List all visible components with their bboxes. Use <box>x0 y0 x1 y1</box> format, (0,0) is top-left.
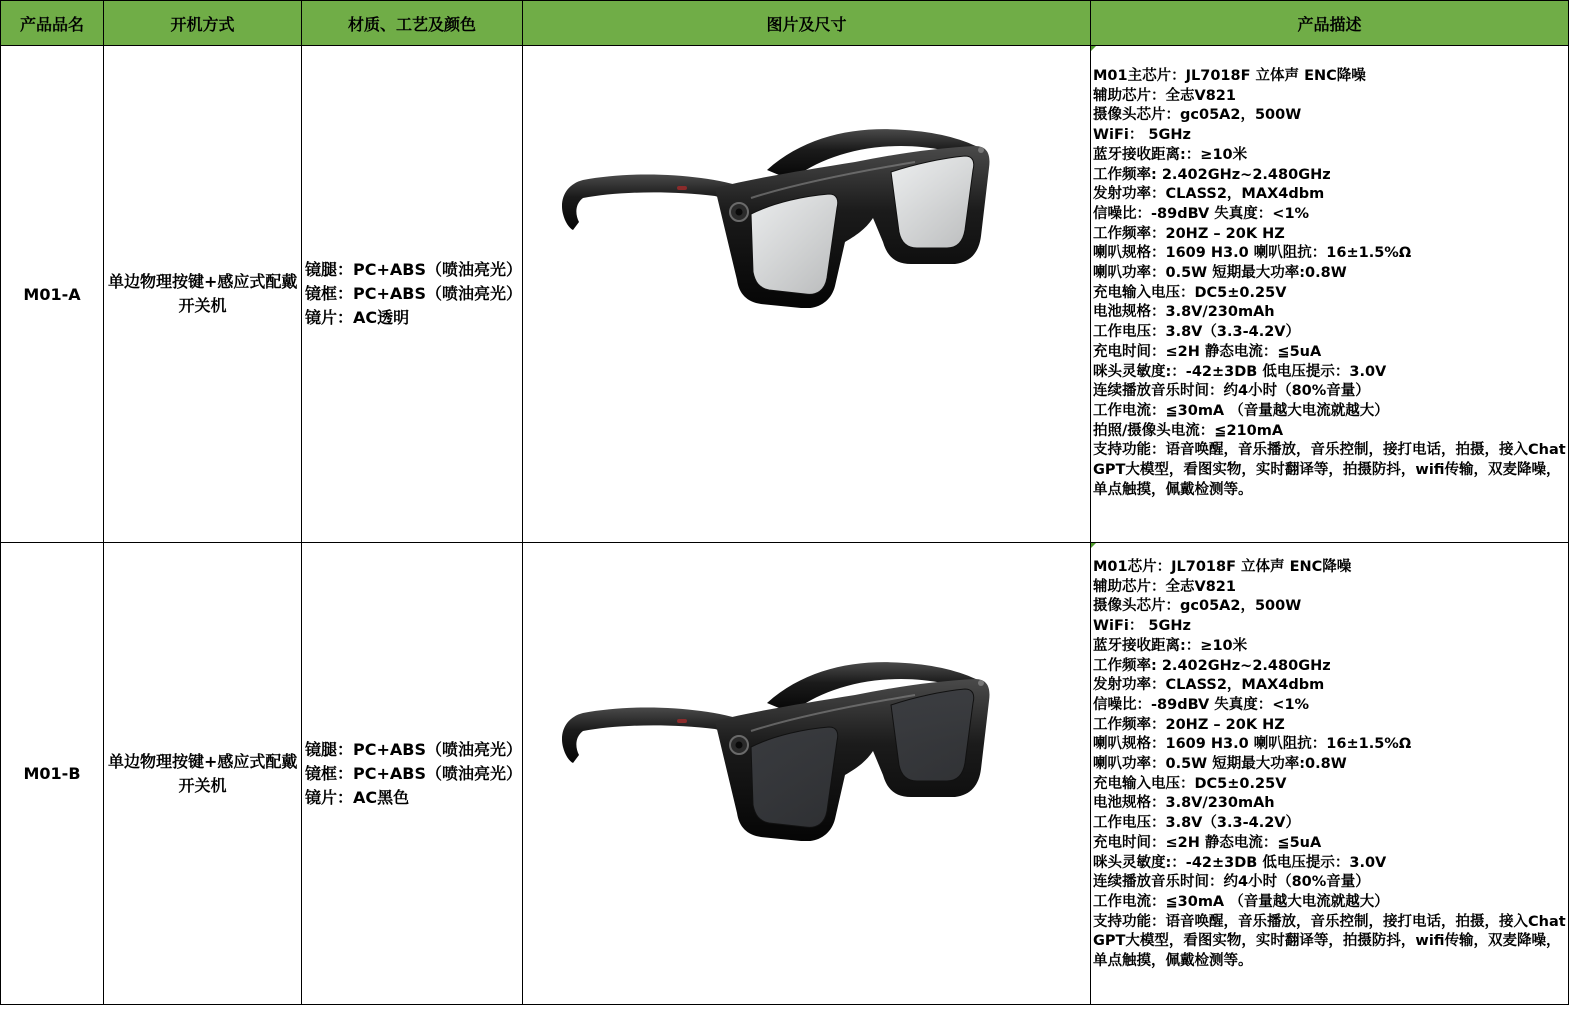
description-line: 咪头灵敏度:：-42±3DB 低电压提示：3.0V <box>1093 854 1387 871</box>
material-temple: 镜腿：PC+ABS（喷油亮光） <box>305 260 522 279</box>
description-list <box>1093 558 1568 972</box>
description-line: 信噪比：-89dBV 失真度：<1% <box>1093 696 1310 713</box>
product-name: M01-A <box>23 284 81 304</box>
power-method-line: 开关机 <box>178 775 227 795</box>
hinge-dot <box>978 147 984 153</box>
description-line: 电池规格：3.8V/230mAh <box>1093 795 1275 812</box>
description-line: 工作电压：3.8V（3.3-4.2V） <box>1093 324 1301 341</box>
description-line: 充电输入电压：DC5±0.25V <box>1093 284 1287 301</box>
glasses-drawing <box>555 118 995 308</box>
cell-comment-marker <box>1091 543 1096 548</box>
image-cell <box>523 46 1091 543</box>
description-cell <box>1091 543 1569 1005</box>
indicator-light <box>677 719 687 723</box>
description-line: 工作频率：20HZ – 20K HZ <box>1093 225 1285 242</box>
description-line: 电池规格：3.8V/230mAh <box>1093 304 1275 321</box>
lens-far <box>891 156 974 248</box>
table-row <box>1 46 1569 543</box>
description-line: 蓝牙接收距离:：≥10米 <box>1093 146 1248 163</box>
description-line: 喇叭功率：0.5W 短期最大功率:0.8W <box>1093 265 1347 282</box>
material-frame: 镜框：PC+ABS（喷油亮光） <box>305 763 522 783</box>
glasses-drawing <box>555 651 995 841</box>
description-line: 蓝牙接收距离:：≥10米 <box>1093 637 1248 654</box>
description-cell <box>1091 46 1569 543</box>
description-line: 工作电压：3.8V（3.3-4.2V） <box>1093 815 1301 832</box>
description-line: 工作频率: 2.402GHz~2.480GHz <box>1093 657 1331 674</box>
description-line: 工作电流：≦30mA （音量越大电流就越大） <box>1093 402 1389 419</box>
power-method-cell <box>104 543 302 1005</box>
description-line: M01芯片：JL7018F 立体声 ENC降噪 <box>1093 559 1352 575</box>
power-method-cell <box>104 46 302 543</box>
power-method-line: 单边物理按键+感应式配戴 <box>108 272 298 291</box>
description-line: 充电时间：≤2H 静态电流：≦5uA <box>1093 343 1322 360</box>
description-line: 咪头灵敏度:：-42±3DB 低电压提示：3.0V <box>1093 363 1387 380</box>
header-product-description: 产品描述 <box>1091 1 1569 46</box>
header-power-method: 开机方式 <box>104 1 302 46</box>
material-cell <box>302 543 523 1005</box>
description-line: 工作频率: 2.402GHz~2.480GHz <box>1093 166 1331 183</box>
description-line: 连续播放音乐时间：约4小时（80%音量） <box>1093 383 1370 400</box>
description-line: 喇叭功率：0.5W 短期最大功率:0.8W <box>1093 756 1347 773</box>
description-line: 喇叭规格：1609 H3.0 喇叭阻抗：16±1.5%Ω <box>1093 245 1412 262</box>
cell-comment-marker <box>1091 46 1096 51</box>
description-line: 工作频率：20HZ – 20K HZ <box>1093 716 1285 733</box>
smart-glasses-clear-lens-image <box>555 118 995 312</box>
description-line: 连续播放音乐时间：约4小时（80%音量） <box>1093 874 1370 891</box>
lens-far <box>891 689 974 781</box>
description-line: WiFi： 5GHz <box>1093 618 1191 635</box>
description-line: WiFi： 5GHz <box>1093 127 1191 144</box>
material-lens: 镜片：AC透明 <box>305 308 410 327</box>
description-line: 支持功能：语音唤醒，音乐播放，音乐控制，接打电话，拍摄，接入Chat GPT大模型，看图实物，实时翻译等，拍摄防抖，wifi传输，双麦降噪，单点触摸，佩戴检测等。 <box>1093 913 1566 970</box>
description-line: 发射功率：CLASS2，MAX4dbm <box>1093 677 1325 694</box>
image-cell <box>523 543 1091 1005</box>
header-image-size: 图片及尺寸 <box>523 1 1091 46</box>
description-line: 支持功能：语音唤醒，音乐播放，音乐控制，接打电话，拍摄，接入Chat GPT大模型，看图实物，实时翻译等，拍摄防抖，wifi传输，双麦降噪，单点触摸，佩戴检测等。 <box>1093 442 1566 498</box>
material-lens: 镜片：AC黑色 <box>305 787 410 807</box>
material-cell <box>302 46 523 543</box>
material-temple: 镜腿：PC+ABS（喷油亮光） <box>305 739 522 759</box>
description-line: 充电输入电压：DC5±0.25V <box>1093 775 1287 792</box>
lens-near <box>751 194 838 294</box>
description-list <box>1093 67 1568 500</box>
description-line: 信噪比：-89dBV 失真度：<1% <box>1093 205 1310 222</box>
product-name-cell <box>1 543 104 1005</box>
description-line: 拍照/摄像头电流：≦210mA <box>1093 422 1284 439</box>
description-line: 喇叭规格：1609 H3.0 喇叭阻抗：16±1.5%Ω <box>1093 736 1412 753</box>
indicator-light <box>677 186 687 190</box>
power-method-line: 开关机 <box>178 296 227 315</box>
table-row <box>1 543 1569 1005</box>
description-line: 辅助芯片：全志V821 <box>1093 578 1236 595</box>
smart-glasses-dark-lens-image <box>555 651 995 845</box>
hinge-dot <box>978 680 984 686</box>
header-material-craft-color: 材质、工艺及颜色 <box>302 1 523 46</box>
lens-near <box>751 727 838 827</box>
product-name: M01-B <box>23 764 81 783</box>
description-line: 摄像头芯片：gc05A2，500W <box>1093 598 1302 615</box>
description-line: 充电时间：≤2H 静态电流：≦5uA <box>1093 834 1322 851</box>
description-line: 工作电流：≦30mA （音量越大电流就越大） <box>1093 893 1389 910</box>
product-name-cell <box>1 46 104 543</box>
description-line: 发射功率：CLASS2，MAX4dbm <box>1093 186 1325 203</box>
power-method-line: 单边物理按键+感应式配戴 <box>108 751 298 771</box>
description-line: M01主芯片：JL7018F 立体声 ENC降噪 <box>1093 68 1366 84</box>
description-line: 摄像头芯片：gc05A2，500W <box>1093 107 1302 124</box>
material-frame: 镜框：PC+ABS（喷油亮光） <box>305 284 522 303</box>
header-row <box>1 1 1569 46</box>
description-line: 辅助芯片：全志V821 <box>1093 87 1236 104</box>
header-product-name: 产品品名 <box>1 1 104 46</box>
